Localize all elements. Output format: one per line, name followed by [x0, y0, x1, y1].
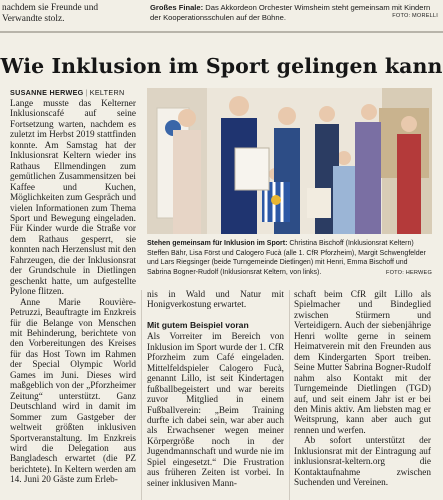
author-name: SUSANNE HERWEG [10, 88, 84, 97]
article-column-3 [294, 290, 431, 489]
byline-separator: | [85, 88, 88, 97]
group-photo-illustration [147, 88, 432, 234]
previous-photo-caption [150, 3, 440, 22]
article-paragraph: Ab sofort unterstützt der Inklusionsrat mit der Eintragung auf inklusionsrat-keltern.org die Kontaktaufnahme zwischen Suchenden und Vereinen. [294, 436, 431, 489]
caption-text: Christina Bischoff (Inklusionsrat Keltern) Steffen Bähr, Lisa Först und Calogero Fucà (alle 1. CfR Pforzheim), Margit Schwengfelder und Lars Riegsinger (beide Turngemeinde Dietlingen) mit Henri, Emma Bischoff und Sabrina Bogner-Rudolf (Inklusionsrat Keltern, von links). [147, 240, 426, 276]
dateline-location: KELTERN [89, 88, 125, 97]
article-column-1 [10, 99, 136, 486]
byline [10, 88, 124, 97]
previous-article-tail: nachdem sie Freunde und Verwandte stolz. [2, 3, 99, 24]
article-paragraph: Anne Marie Rouvière-Petruzzi, Beauftragte im Enzkreis für die Belange von Menschen mit Behinderung, berichtete von den Vorbereitungen des Kreises für das Host Town im Rahmen der Special Olympic World Games im Juni. Dieses wird maßgeblich von der „Pforzheimer Zeitung“ unterstützt. Ganz Deutschland wird in damit im Sommer zum Gastgeber der weltweit größten inklusiven Sportveranstaltung. Im Enzkreis wird die Delegation aus Bangladesch erwartet (die PZ berichtete). In Keltern werden am 14. Juni 20 Gäste zum Erleb- [10, 297, 136, 486]
previous-caption-text: Das Akkordeon Orchester Wimsheim steht gemeinsam mit Kindern der Kooperationsschulen auf der Bühne. [150, 3, 431, 22]
article-paragraph: Lange musste das Kelterner Inklusionscafé auf seine Fortsetzung warten, nachdem es zuletzt im Herbst 2019 stattfinden konnte. Am Samstag hat der Inklusionsrat Keltern wieder ins Rathaus Ellmendingen zum gemütlichen Zusammensitzen bei Kaffee und Kuchen, Möglichkeiten zum Gespräch und vielen Informationen zum Thema Sport und Bewegung eingeladen. Für Kinder wurde die Straße vor dem Rathaus gesperrt, sie konnten nach Herzenslust mit den Fahrzeugen, die der Inklusionsrat der Grundschule in Dietlingen geschenkt hatte, um aufgestellte Pylone flitzen. [10, 99, 136, 298]
article-column-2 [147, 290, 284, 489]
article-paragraph: Als Vorreiter im Bereich von Inklusion im Sport wurde der 1. CfR Pforzheim zum Café eingeladen. Mittelfeldspieler Calogero Fucà, genannt Lillo, ist seit Kindertagen fußballbegeistert und war bereits zuvor Mitglied in einem Fußballverein: „Beim Training durfte ich dabei sein, war aber auch als Erwachsener wegen meiner Körpergröße noch in der Jugendmannschaft und wurde nie im Spiel eingesetzt.“ Die Frustration aus früheren Zeiten ist vorbei. In seiner inklusiven Mann- [147, 332, 284, 489]
previous-photo-credit: FOTO: MORELLI [392, 13, 438, 19]
previous-caption-bold: Großes Finale: [150, 3, 204, 12]
caption-lead: Stehen gemeinsam für Inklusion im Sport: [147, 240, 288, 247]
column-rule [141, 290, 142, 500]
photo-credit: FOTO: HERWEG [385, 269, 432, 276]
subheading: Mit gutem Beispiel voran [147, 319, 249, 330]
article-paragraph: nis in Wald und Natur mit Honigverkostung erwartet. [147, 290, 284, 311]
article-headline: Wie Inklusion im Sport gelingen kann [0, 54, 443, 78]
group-photo [147, 88, 432, 234]
article-paragraph: schaft beim CfR gilt Lillo als Spielmacher und Bindeglied zwischen Stürmern und Verteidigern. Auch der siebenjährige Henri wollte gerne in seinem Heimatverein mit den Freunden aus dem Kindergarten Sport treiben. Seine Mutter Sabrina Bogner-Rudolf nahm also Kontakt mit der Turngemeinde Dietlingen (TGD) auf, und seit einem Jahr ist er bei den Minis aktiv. Am liebsten mag er Weitsprung, kann aber auch gut rennen und werfen. [294, 290, 431, 436]
column-rule [289, 290, 290, 500]
previous-article-strip [0, 0, 443, 26]
section-divider [0, 31, 443, 33]
photo-caption [147, 239, 432, 278]
